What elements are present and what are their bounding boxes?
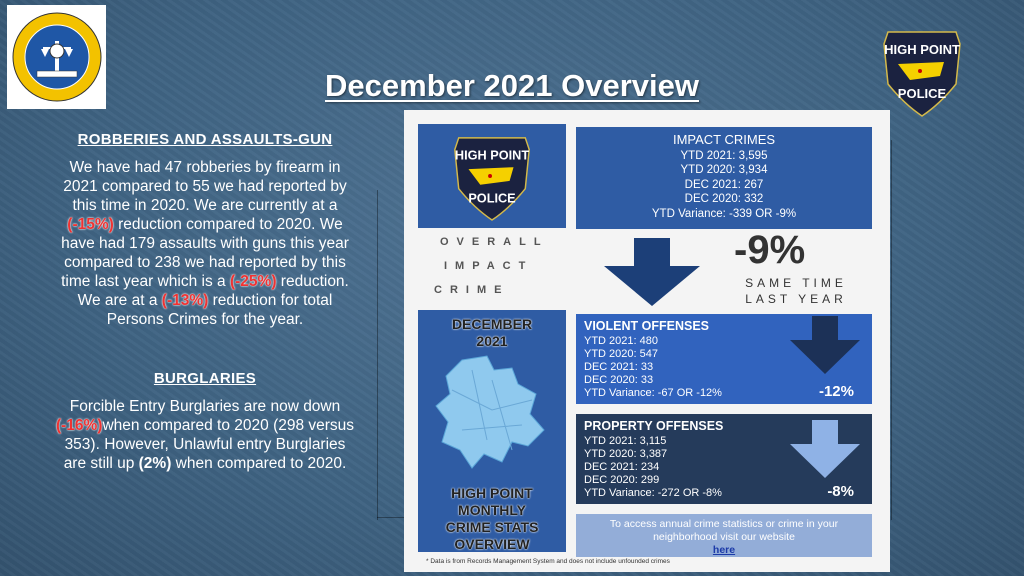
text-run: reduction. We are at a: [77, 273, 349, 309]
svg-text:POLICE: POLICE: [468, 190, 516, 206]
here-link[interactable]: here: [712, 544, 736, 556]
website-link-box: [576, 514, 872, 557]
stat-line: DEC 2020: 332: [684, 193, 764, 205]
crime-label: CRIME: [434, 284, 510, 296]
percent-highlight: (-13%): [161, 292, 209, 309]
impact-heading: IMPACT CRIMES: [672, 132, 776, 147]
stat-line: YTD Variance: -67 OR -12%: [584, 387, 722, 399]
stat-line: YTD Variance: -339 OR -9%: [651, 207, 797, 220]
link-text: neighborhood visit our website: [653, 531, 795, 543]
map-caption: HIGH POINT: [451, 485, 533, 501]
robberies-heading: ROBBERIES AND ASSAULTS-GUN: [77, 131, 333, 148]
overall-label: OVERALL: [440, 236, 549, 248]
impact-percent: -9%: [734, 228, 806, 272]
left-text-column: [55, 130, 355, 473]
map-caption: MONTHLY: [458, 502, 526, 518]
violent-percent: -12%: [818, 383, 854, 400]
percent-highlight: (-16%): [55, 417, 103, 434]
property-percent: -8%: [827, 483, 854, 500]
percent-highlight: (-15%): [67, 216, 114, 233]
text-run: reduction compared to 2020. We have had 179 assaults with guns this year compared to 238 we had reported by this time last year which is a: [61, 216, 349, 290]
text-run: Forcible Entry Burglaries are now down: [69, 398, 341, 415]
svg-text:HIGH POINT: HIGH POINT: [454, 147, 530, 163]
link-text: To access annual crime statistics or crime in your: [609, 518, 839, 530]
property-offenses-box: [576, 414, 872, 504]
map-title: DECEMBER: [451, 316, 533, 332]
down-arrow-icon: [788, 316, 862, 376]
stat-line: DEC 2021: 234: [584, 461, 660, 473]
down-arrow-icon: [600, 238, 704, 308]
divider-line: [377, 517, 407, 518]
svg-text:POLICE: POLICE: [897, 86, 947, 101]
text-run: We have had 47 robberies by firearm in 2021 compared to 55 we had reported by this time in 2020. We are currently at a: [63, 159, 347, 214]
stat-line: DEC 2021: 267: [684, 178, 764, 191]
stat-line: DEC 2021: 33: [584, 361, 654, 373]
violent-heading: VIOLENT OFFENSES: [584, 319, 710, 333]
map-panel: [418, 310, 566, 552]
robberies-paragraph: [55, 158, 355, 329]
stat-line: DEC 2020: 33: [584, 374, 654, 386]
text-run: reduction for total Persons Crimes for the year.: [106, 292, 333, 328]
text-run: when compared to 2020.: [171, 455, 347, 472]
last-year-text: LAST YEAR: [745, 292, 847, 306]
divider-line: [377, 190, 378, 520]
burglaries-heading: BURGLARIES: [153, 370, 257, 387]
stat-line: YTD Variance: -272 OR -8%: [584, 487, 722, 499]
police-badge-icon: [446, 130, 538, 222]
same-time-label: [726, 275, 866, 307]
violent-offenses-box: [576, 314, 872, 404]
divider-line: [891, 140, 892, 520]
stat-line: YTD 2021: 3,595: [680, 149, 768, 162]
svg-text:HIGH POINT: HIGH POINT: [884, 42, 960, 57]
stat-line: YTD 2020: 547: [584, 348, 658, 360]
text-run: when compared to 2020 (298 versus 353). However, Unlawful entry Burglaries are still up: [63, 417, 355, 472]
map-caption: OVERVIEW: [454, 536, 530, 552]
impact-crimes-box: [576, 127, 872, 229]
stat-line: YTD 2020: 3,934: [680, 164, 768, 176]
percent-highlight: (2%): [138, 455, 172, 472]
impact-label: IMPACT: [444, 260, 534, 272]
down-arrow-icon: [788, 420, 862, 480]
burglaries-paragraph: [55, 397, 355, 473]
property-heading: PROPERTY OFFENSES: [584, 419, 724, 433]
stat-line: YTD 2021: 480: [584, 335, 658, 347]
stat-line: YTD 2021: 3,115: [584, 435, 667, 447]
map-year: 2021: [476, 333, 508, 349]
footnote: * Data is from Records Management System and does not include unfounded crimes: [426, 558, 670, 565]
poster-badge: [418, 124, 566, 228]
stat-line: DEC 2020: 299: [584, 474, 660, 486]
stat-line: YTD 2020: 3,387: [584, 448, 668, 460]
crime-stats-poster: [404, 110, 890, 572]
page-title: December 2021 Overview: [325, 68, 699, 103]
map-caption: CRIME STATS: [445, 519, 539, 535]
same-time-text: SAME TIME: [745, 276, 847, 290]
percent-highlight: (-25%): [229, 273, 277, 290]
city-map-icon: [432, 350, 552, 480]
